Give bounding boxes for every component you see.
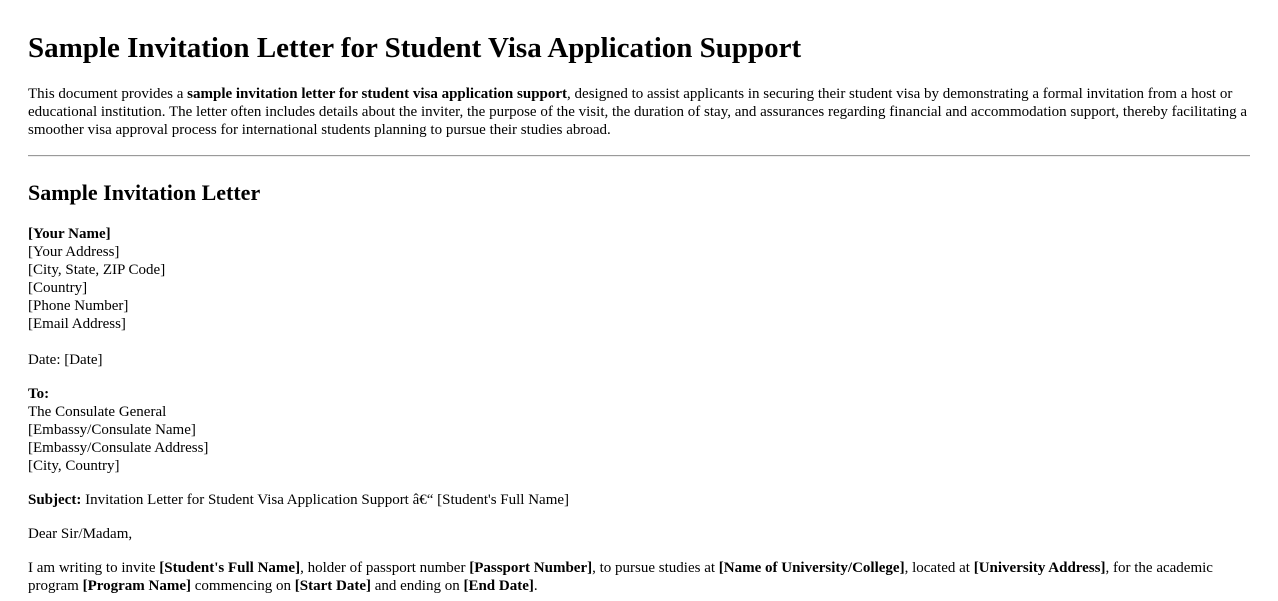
intro-prefix: This document provides a	[28, 86, 188, 102]
body-text: commencing on	[191, 578, 295, 594]
subject-label: Subject:	[28, 492, 82, 508]
page-title: Sample Invitation Letter for Student Visa Application Support	[28, 32, 802, 64]
passport-number-placeholder: [Passport Number]	[469, 560, 593, 576]
date-line: Date: [Date]	[28, 352, 103, 368]
recipient-line-1: The Consulate General	[28, 404, 167, 420]
end-date-placeholder: [End Date]	[463, 578, 534, 594]
recipient-line-3: [Embassy/Consulate Address]	[28, 440, 209, 456]
divider	[28, 155, 1250, 157]
start-date-placeholder: [Start Date]	[294, 578, 371, 594]
sender-phone: [Phone Number]	[28, 298, 129, 314]
recipient-block	[28, 385, 1250, 475]
intro-bold: sample invitation letter for student visa application support	[187, 86, 568, 102]
section-heading: Sample Invitation Letter	[28, 180, 261, 205]
recipient-line-4: [City, Country]	[28, 458, 120, 474]
university-name-placeholder: [Name of University/College]	[718, 560, 905, 576]
recipient-label: To:	[28, 386, 50, 402]
sender-name: [Your Name]	[28, 226, 111, 242]
sender-block	[28, 225, 1250, 333]
intro-suffix: , designed to assist applicants in securing their student visa by demonstrating a formal invitation from a host or educational institution. The letter often includes details about the inviter, the purpose of the visit, the duration of stay, and assurances regarding financial and accommodation support, thereby facilitating a smoother visa approval process for international students planning to pursue their studies abroad.	[28, 86, 1248, 138]
body-text: I am writing to invite	[28, 560, 160, 576]
body-text: , to pursue studies at	[592, 560, 719, 576]
intro-paragraph	[28, 85, 1250, 139]
student-name-placeholder: [Student's Full Name]	[159, 560, 301, 576]
recipient-line-2: [Embassy/Consulate Name]	[28, 422, 196, 438]
sender-email: [Email Address]	[28, 316, 126, 332]
salutation: Dear Sir/Madam,	[28, 526, 133, 542]
subject-line	[28, 491, 1250, 509]
sender-address: [Your Address]	[28, 244, 120, 260]
university-address-placeholder: [University Address]	[973, 560, 1106, 576]
sender-country: [Country]	[28, 280, 88, 296]
body-text: , holder of passport number	[300, 560, 470, 576]
body-text: and ending on	[370, 578, 464, 594]
subject-text: Invitation Letter for Student Visa Application Support â€“ [Student's Full Name]	[81, 492, 570, 508]
sender-city: [City, State, ZIP Code]	[28, 262, 166, 278]
body-paragraph	[28, 559, 1250, 595]
body-text: , for the academic program	[28, 560, 1213, 594]
program-name-placeholder: [Program Name]	[82, 578, 192, 594]
body-text: .	[533, 578, 538, 594]
body-text: , located at	[904, 560, 974, 576]
